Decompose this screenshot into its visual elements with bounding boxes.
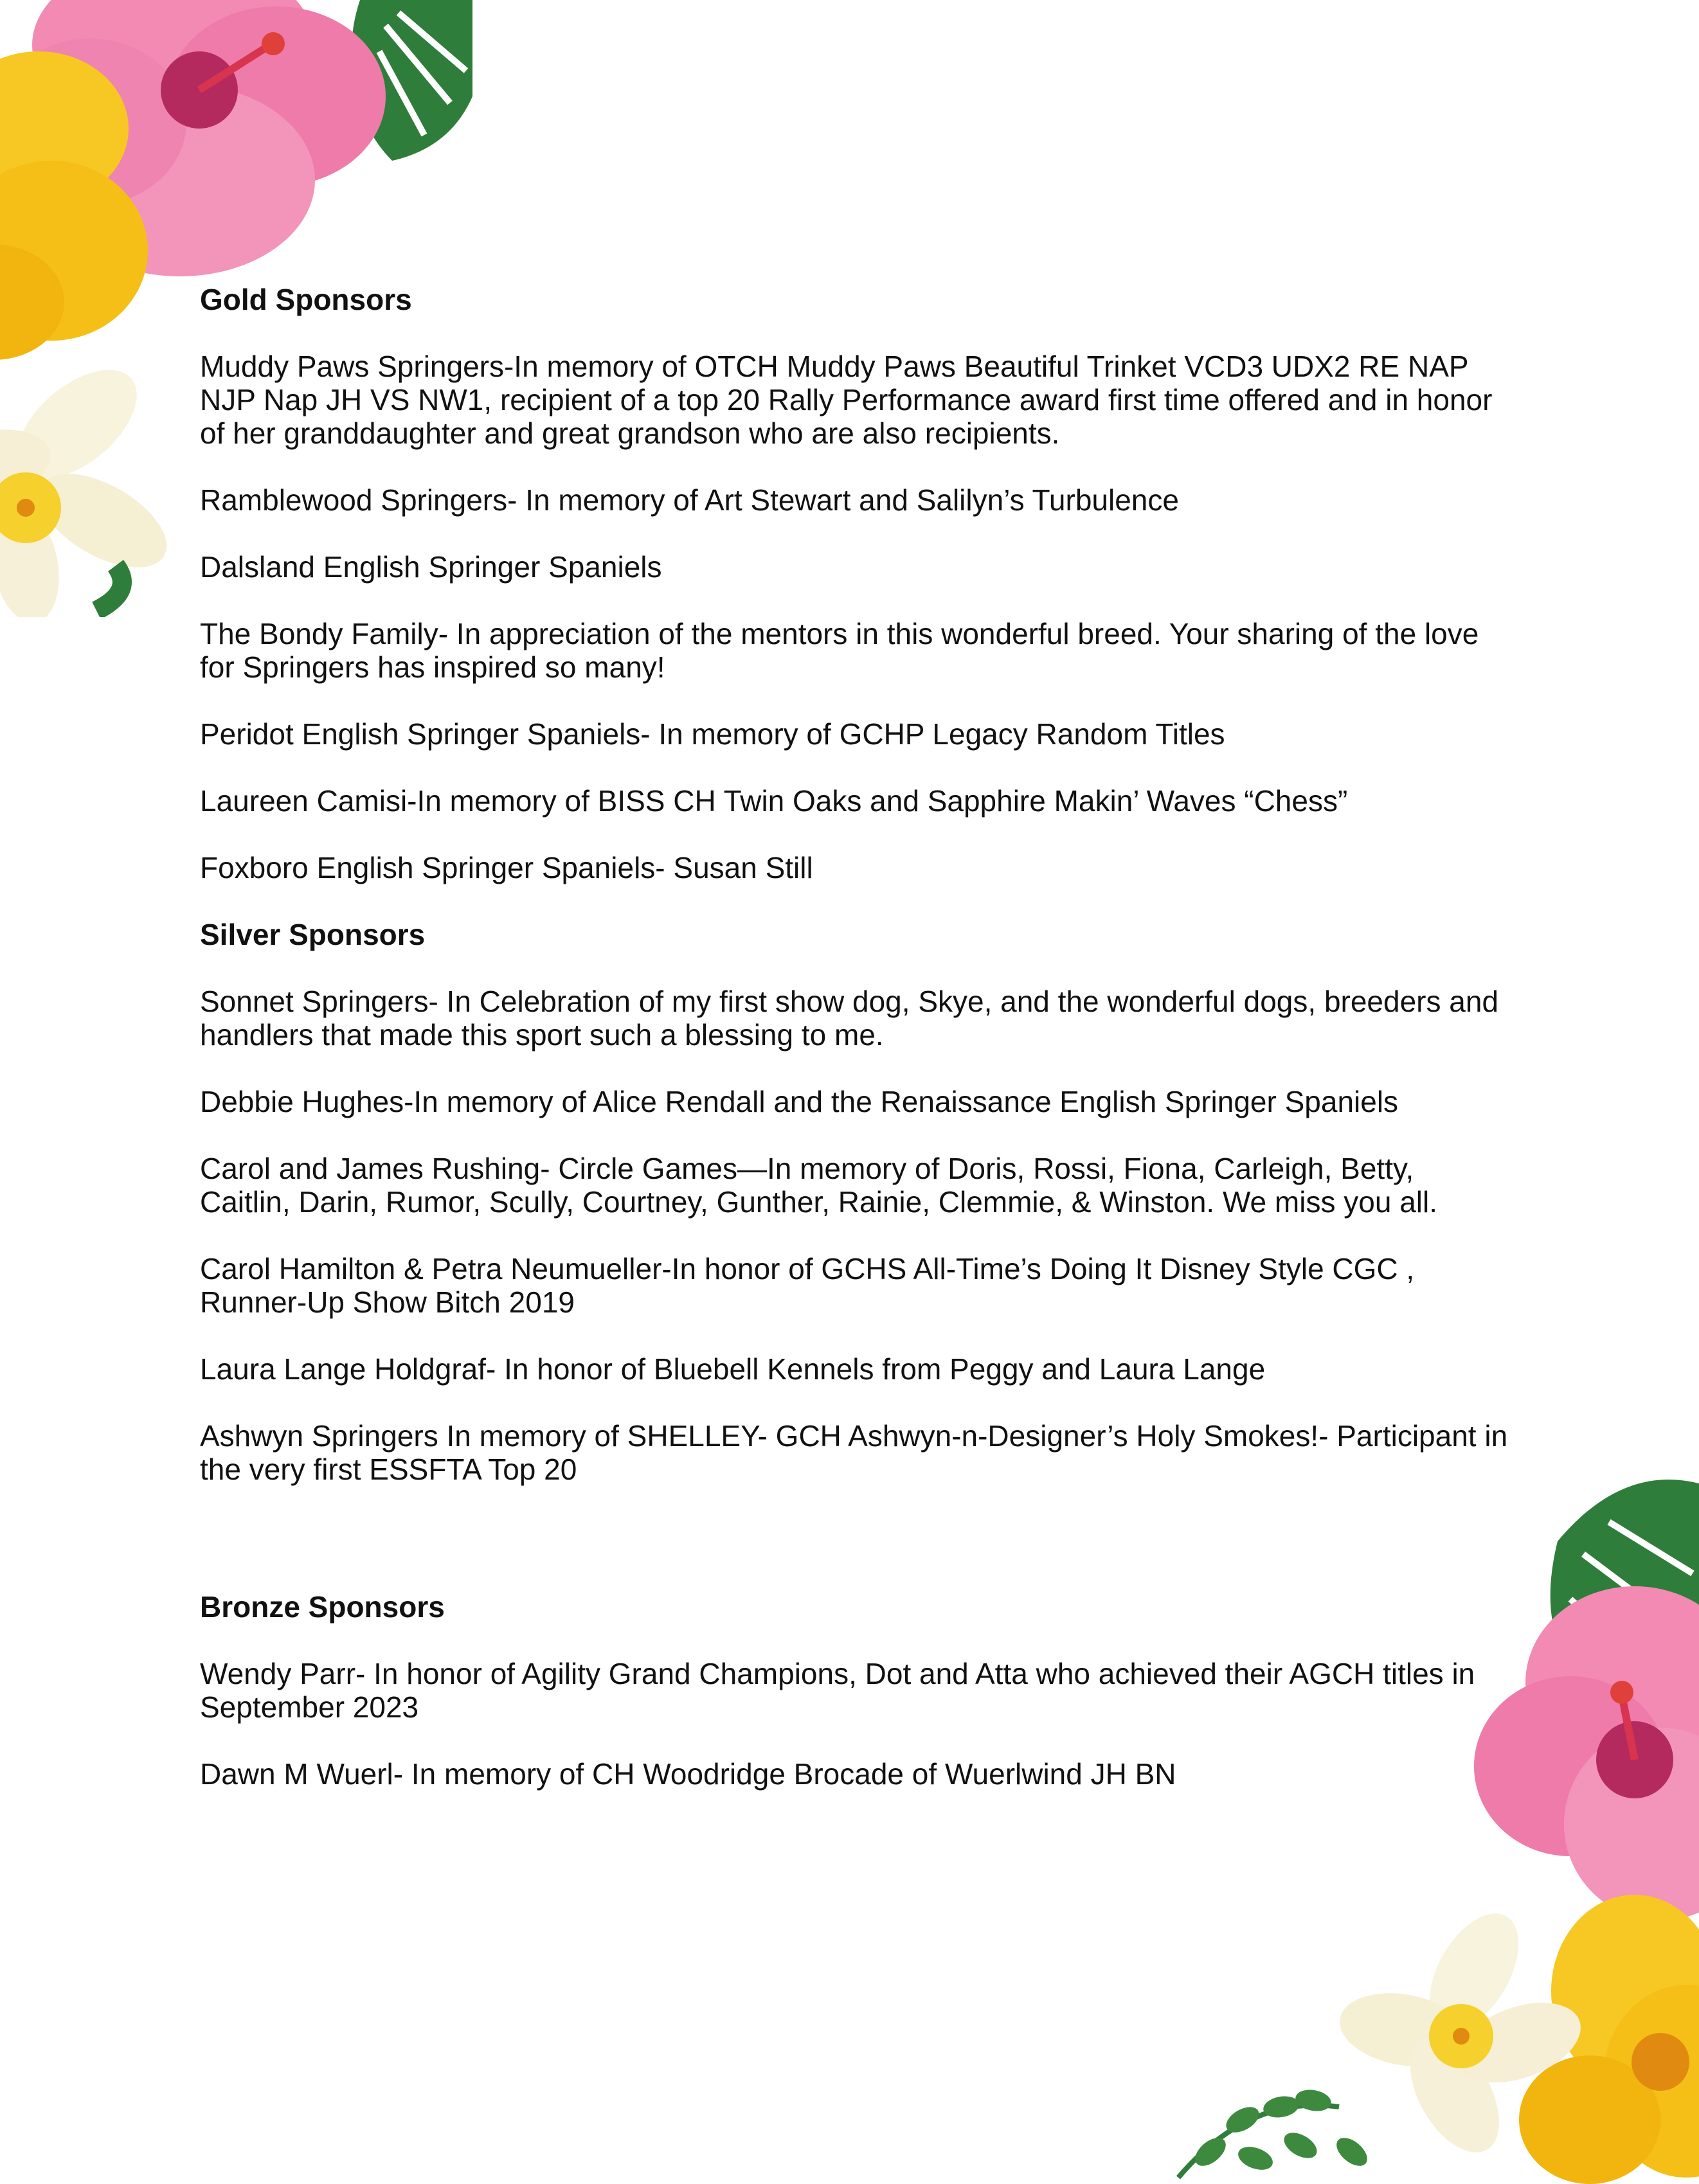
sponsor-entry: Sonnet Springers- In Celebration of my first show dog, Skye, and the wonderful dogs, breeders and handlers that made this sport such a blessing to me. xyxy=(200,985,1499,1052)
sponsor-entry: Ramblewood Springers- In memory of Art Stewart and Salilyn’s Turbulence xyxy=(200,483,1179,517)
leaf-sprig-icon xyxy=(1178,2087,1372,2178)
sponsor-entry: Laura Lange Holdgraf- In honor of Bluebell Kennels from Peggy and Laura Lange xyxy=(200,1352,1266,1386)
sponsor-entry: Carol Hamilton & Petra Neumueller-In honor of GCHS All-Time’s Doing It Disney Style CGC , Runner-Up Show Bitch 2019 xyxy=(200,1252,1415,1319)
sponsor-entry: Muddy Paws Springers-In memory of OTCH Muddy Paws Beautiful Trinket VCD3 UDX2 RE NAP NJP Nap JH VS NW1, recipient of a top 20 Rally Performance award first time offered and in honor of her granddaughter and great grandson who are also recipients. xyxy=(200,350,1493,450)
sponsor-entry: Debbie Hughes-In memory of Alice Rendall and the Renaissance English Springer Spaniels xyxy=(200,1085,1399,1118)
sponsor-entry: Laureen Camisi-In memory of BISS CH Twin Oaks and Sapphire Makin’ Waves “Chess” xyxy=(200,784,1348,818)
section-spacer xyxy=(200,1519,1511,1590)
bronze-sponsors-heading: Bronze Sponsors xyxy=(200,1590,445,1624)
sponsor-entry: Dawn M Wuerl- In memory of CH Woodridge Brocade of Wuerlwind JH BN xyxy=(200,1757,1176,1791)
gold-sponsors-heading: Gold Sponsors xyxy=(200,283,412,316)
sponsor-entry: Foxboro English Springer Spaniels- Susan Still xyxy=(200,851,813,884)
sponsor-entry: Wendy Parr- In honor of Agility Grand Champions, Dot and Atta who achieved their AGCH titles in September 2023 xyxy=(200,1657,1475,1724)
sponsor-entry: Ashwyn Springers In memory of SHELLEY- GCH Ashwyn-n-Designer’s Holy Smokes!- Participant in the very first ESSFTA Top 20 xyxy=(200,1419,1508,1486)
sponsor-entry: Peridot English Springer Spaniels- In memory of GCHP Legacy Random Titles xyxy=(200,717,1225,751)
sponsor-entry: The Bondy Family- In appreciation of the mentors in this wonderful breed. Your sharing of the love for Springers has inspired so many! xyxy=(200,617,1479,684)
sponsor-entry: Dalsland English Springer Spaniels xyxy=(200,550,662,584)
sponsor-entry: Carol and James Rushing- Circle Games—In memory of Doris, Rossi, Fiona, Carleigh, Betty, Caitlin, Darin, Rumor, Scully, Courtney, Gunther, Rainie, Clemmie, & Winston. We miss you all. xyxy=(200,1152,1437,1219)
silver-sponsors-heading: Silver Sponsors xyxy=(200,918,426,951)
sponsor-list xyxy=(200,283,1511,1824)
plumeria-flower-icon xyxy=(0,349,182,617)
